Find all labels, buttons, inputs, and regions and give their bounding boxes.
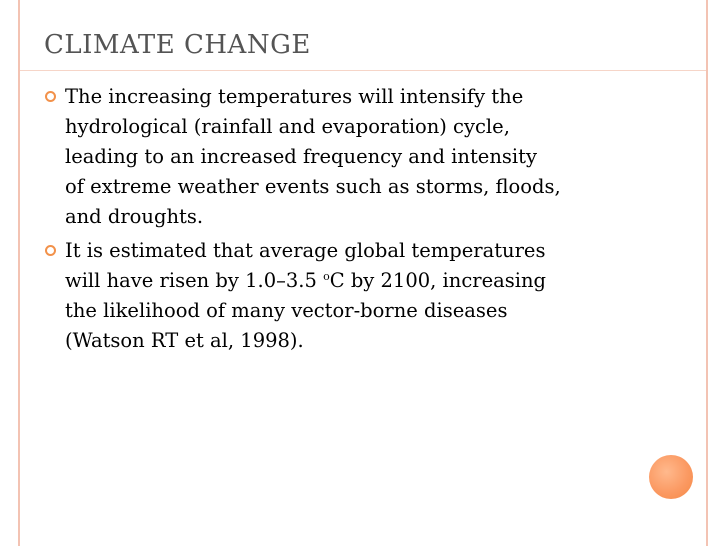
bullet-item-global-temperatures [44, 236, 654, 356]
bullet-line: leading to an increased frequency and intensity [65, 145, 537, 168]
bullet-line-part: will have risen by 1.0–3.5 [65, 269, 324, 292]
left-edge-line [18, 0, 20, 546]
bullet-line: and droughts. [65, 205, 204, 228]
bullet-line-part: C by 2100, increasing [329, 269, 547, 292]
hollow-circle-bullet-icon [45, 91, 56, 102]
bullet-line: of extreme weather events such as storms, floods, [65, 175, 561, 198]
title-divider [20, 70, 706, 71]
hollow-circle-bullet-icon [45, 245, 56, 256]
right-edge-line [706, 0, 708, 546]
degree-superscript: o [323, 270, 330, 283]
slide-title: CLIMATE CHANGE [44, 30, 311, 60]
bullet-line: It is estimated that average global temperatures [65, 239, 546, 262]
bullet-line: hydrological (rainfall and evaporation) cycle, [65, 115, 510, 138]
bullet-line-with-degree [65, 266, 654, 296]
orange-circle-icon [649, 455, 693, 499]
bullet-list [44, 82, 654, 360]
bullet-line: the likelihood of many vector-borne diseases [65, 299, 508, 322]
bullet-line: The increasing temperatures will intensify the [65, 85, 524, 108]
bullet-item-hydrological-cycle [44, 82, 654, 232]
bullet-line: (Watson RT et al, 1998). [65, 329, 304, 352]
